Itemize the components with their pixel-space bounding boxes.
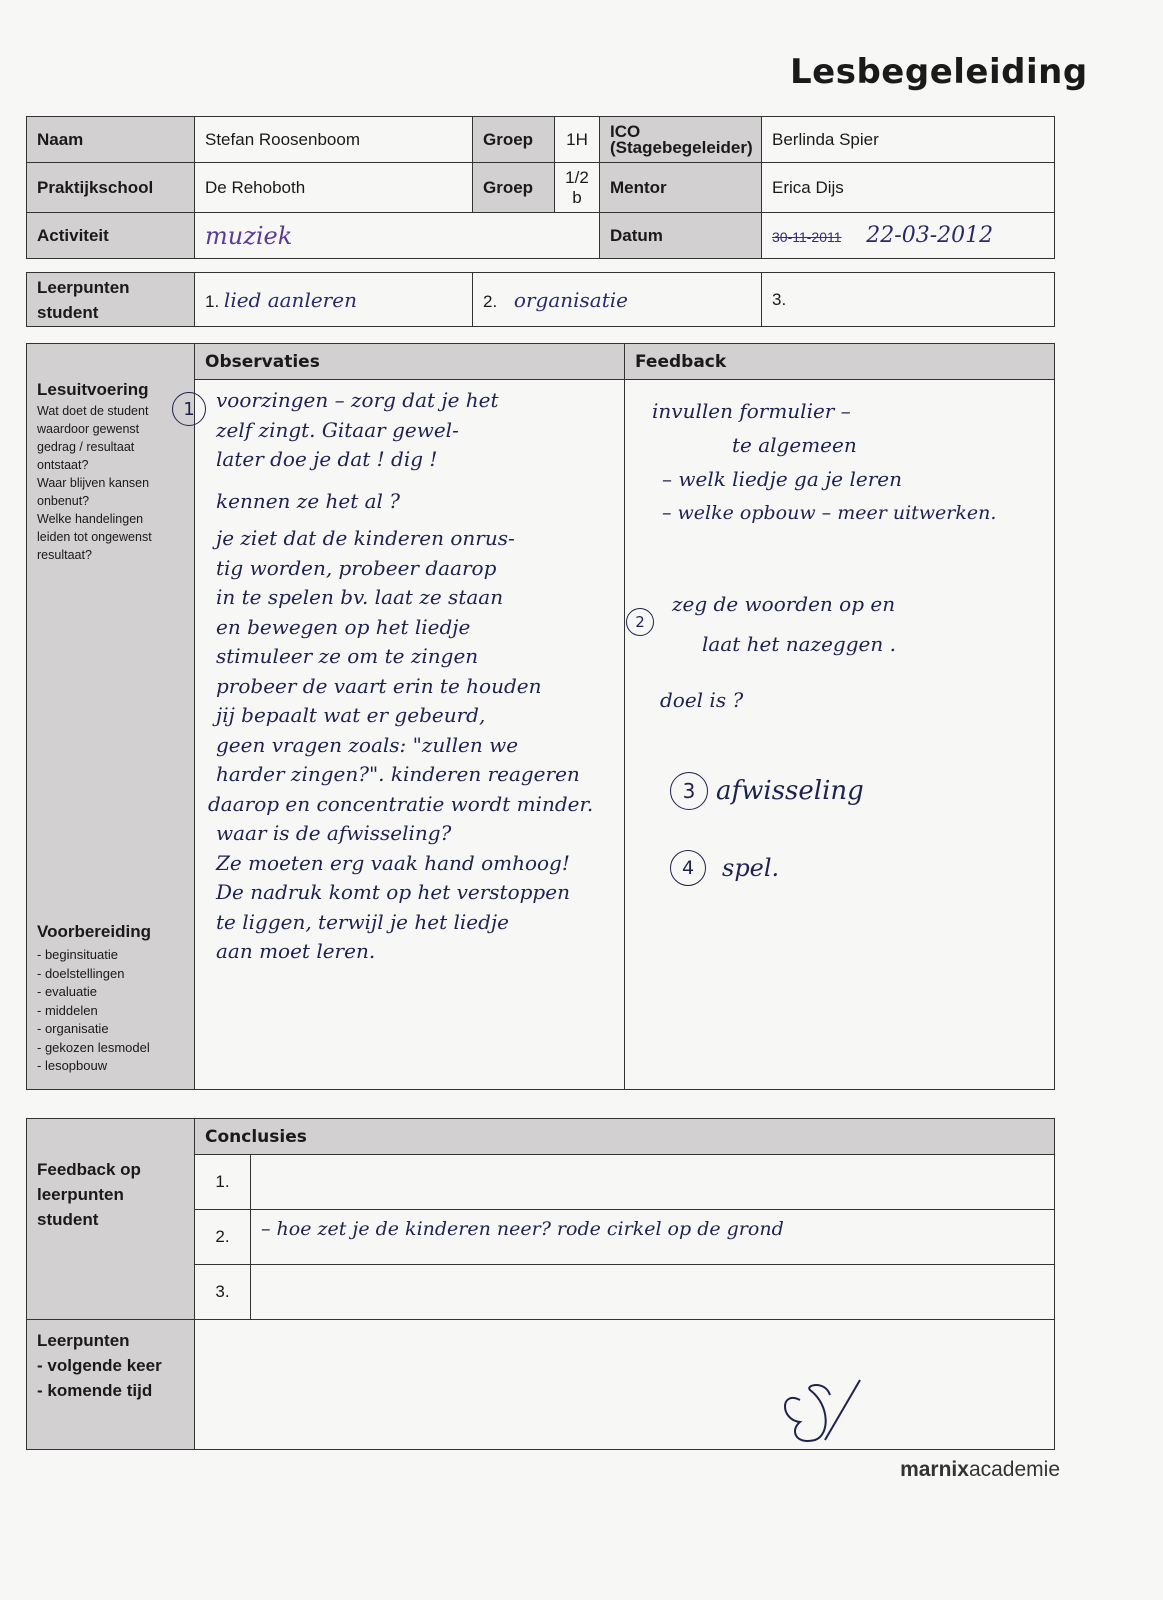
observation-line: aan moet leren. [216,939,376,963]
mentor-label: Mentor [600,163,762,213]
leerpunten-volgende-body [195,1320,1055,1450]
feedback-point3 [670,772,864,810]
observation-circle-number: 1 [172,392,206,426]
observation-line: tig worden, probeer daarop [216,555,497,580]
observation-line: probeer de vaart erin te houden [216,673,542,698]
datum-label: Datum [600,213,762,259]
feedback-notes [652,394,996,530]
conclusie-num: 1. [195,1155,251,1210]
feedback-point2 [672,584,896,664]
datum-struck: 30-11-2011 [772,229,842,245]
observation-line: daarop en concentratie wordt minder. [208,791,594,816]
observation-line: stimuleer ze om te zingen [216,644,479,668]
voorbereiding-item: - beginsituatie [37,946,184,965]
voorbereiding-item: - evaluatie [37,983,184,1002]
feedback-line: – welke opbouw – meer uitwerken. [662,502,997,524]
leerpunt-2 [473,273,762,327]
leerpunten-label: Leerpunten student [27,273,195,327]
leerpunten-volgende-line: - komende tijd [37,1381,153,1400]
feedback-point4 [670,850,779,886]
signature-stroke [825,1380,860,1440]
groep-value: 1H [555,117,600,163]
feedback-point2-line: zeg de woorden op en [672,592,896,616]
leerpunten-volgende-label [27,1320,195,1450]
observaties-notes [208,386,594,967]
feedback-header: Feedback [625,344,1055,380]
voorbereiding-item: - middelen [37,1002,184,1021]
groep-label: Groep [473,117,555,163]
ico-sublabel: (Stagebegeleider) [610,137,753,157]
lesuitvoering-line: onbenut? [37,494,90,508]
conclusie-num: 2. [195,1210,251,1265]
feedback-doel [660,688,743,712]
feedback-point2-line: laat het nazeggen . [702,632,896,656]
feedback-leerpunten-label: Feedback op leerpunten student [27,1119,195,1320]
leerpunt-3 [762,273,1055,327]
lesuitvoering-line: leiden tot ongewenst [37,530,152,544]
ico-cell [600,117,762,163]
signature [770,1360,880,1450]
leerpunt-1 [195,273,473,327]
feedback-point3-text: afwisseling [716,776,864,806]
observation-line: geen vragen zoals: "zullen we [216,732,519,757]
feedback-doel-text: doel is ? [660,688,744,712]
datum-value: 22-03-2012 [866,223,994,248]
voorbereiding-item: - doelstellingen [37,965,184,984]
leerpunt-3-num: 3. [772,289,787,309]
leerpunt-2-text: organisatie [513,287,628,312]
lesuitvoering-line: ontstaat? [37,458,89,472]
leerpunten-table [26,272,1055,327]
logo-bold: marnix [900,1458,969,1481]
conclusies-header: Conclusies [195,1119,1055,1155]
lesuitvoering-line: gedrag / resultaat [37,440,135,454]
observation-line: harder zingen?". kinderen reageren [216,762,580,786]
voorbereiding-item: - organisatie [37,1020,184,1039]
observation-line: je ziet dat de kinderen onrus- [216,526,515,550]
observaties-header: Observaties [195,344,625,380]
sidebar-panel [27,344,195,1090]
feedback-line: – welk liedje ga je leren [662,467,902,491]
observation-line: De nadruk komt op het verstoppen [216,880,570,904]
voorbereiding-item: - gekozen lesmodel [37,1039,184,1058]
feedback-line: te algemeen [732,433,857,457]
voorbereiding-list [37,946,184,1076]
lesuitvoering-title: Lesuitvoering [37,380,149,399]
praktijkschool-value: De Rehoboth [195,163,473,213]
header-table [26,116,1055,259]
conclusie-cell [251,1210,1055,1265]
voorbereiding-item: - lesopbouw [37,1057,184,1076]
document-title: Lesbegeleiding [790,52,1088,92]
mentor-value: Erica Dijs [762,163,1055,213]
feedback-line: invullen formulier – [652,399,851,423]
leerpunt-2-num: 2. [483,291,498,311]
observation-line: jij bepaalt wat er gebeurd, [216,703,486,727]
marnix-academie-logo [880,1458,1060,1482]
observation-line: en bewegen op het liedje [216,614,471,639]
observation-line: Ze moeten erg vaak hand omhoog! [216,850,570,875]
signature-stroke [785,1385,830,1441]
groep-value-2: 1/2 b [555,163,600,213]
lesuitvoering-line: Waar blijven kansen [37,476,150,490]
activiteit-value: muziek [205,221,293,250]
leerpunt-1-text: lied aanleren [223,287,357,312]
feedback-point4-text: spel. [722,854,780,882]
observation-line: zelf zingt. Gitaar gewel- [216,417,459,442]
observation-line: voorzingen – zorg dat je het [216,388,499,412]
feedback-circle-3: 3 [670,772,708,810]
leerpunt-1-num: 1. [205,291,220,311]
conclusie-text [251,1155,1055,1210]
conclusie-text: – hoe zet je de kinderen neer? rode cirkel op de grond [261,1218,784,1240]
lesuitvoering-line: Wat doet de student [37,404,149,418]
observation-line: te liggen, terwijl je het liedje [216,909,509,934]
ico-label: ICO [610,121,641,141]
feedback-circle-4: 4 [670,850,706,886]
groep-label-2: Groep [473,163,555,213]
praktijkschool-label: Praktijkschool [27,163,195,213]
leerpunten-volgende-line: Leerpunten [37,1331,130,1350]
logo-light: academie [968,1458,1060,1481]
voorbereiding-title: Voorbereiding [37,922,151,941]
datum-cell [762,213,1055,259]
conclusie-num: 3. [195,1265,251,1320]
naam-label: Naam [27,117,195,163]
observation-line: in te spelen bv. laat ze staan [216,585,504,609]
activiteit-label: Activiteit [27,213,195,259]
observation-line: kennen ze het al ? [216,488,401,513]
feedback-circle-2: 2 [626,608,654,636]
conclusie-text [251,1265,1055,1320]
lesuitvoering-line: Welke handelingen [37,512,144,526]
ico-value: Berlinda Spier [762,117,1055,163]
naam-value: Stefan Roosenboom [195,117,473,163]
lesuitvoering-line: resultaat? [37,548,92,562]
conclusies-table [26,1118,1055,1450]
observation-line: later doe je dat ! dig ! [216,447,438,471]
activiteit-cell [195,213,600,259]
lesuitvoering-line: waardoor gewenst [37,422,140,436]
observation-line: waar is de afwisseling? [216,821,452,845]
leerpunten-volgende-line: - volgende keer [37,1356,162,1375]
